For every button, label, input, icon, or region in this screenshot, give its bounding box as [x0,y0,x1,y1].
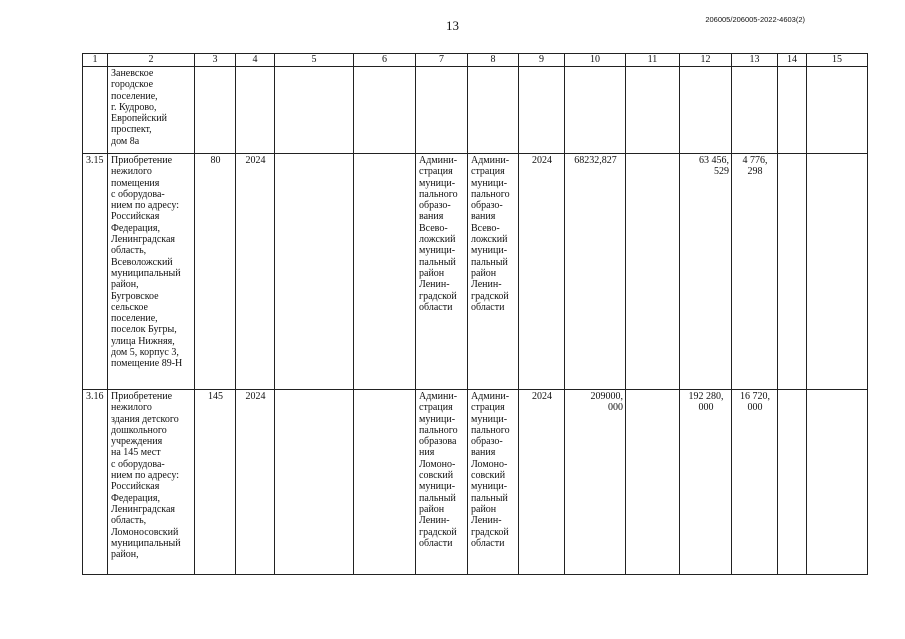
column-number: 1 [83,54,108,67]
table-cell [680,67,732,154]
table-cell: 4 776, 298 [732,154,778,390]
table-cell: 2024 [236,154,275,390]
table-cell: 192 280, 000 [680,390,732,575]
table-cell [468,67,519,154]
document-id: 206005/206005-2022-4603(2) [705,15,805,24]
table-cell [626,390,680,575]
table-cell: 209000, 000 [565,390,626,575]
table-cell: Приобретение нежилого здания детского дошкольного учреждения на 145 мест с оборудова- нием по адресу: Российская Федерация, Ленинградская область, Ломоносовский муниципальный район, [108,390,195,575]
table-cell [732,67,778,154]
column-number: 15 [807,54,868,67]
column-number: 8 [468,54,519,67]
column-number: 6 [354,54,416,67]
table-row [83,154,868,390]
table-cell: 145 [195,390,236,575]
column-number: 11 [626,54,680,67]
column-number: 10 [565,54,626,67]
table-cell [626,67,680,154]
table-cell: 68232,827 [565,154,626,390]
table-cell [354,67,416,154]
table-cell [275,67,354,154]
column-number: 13 [732,54,778,67]
table-cell: 80 [195,154,236,390]
table-cell [354,154,416,390]
table-cell [778,390,807,575]
table-cell [416,67,468,154]
column-number: 5 [275,54,354,67]
table-row [83,390,868,575]
table-row [83,67,868,154]
table-cell [275,154,354,390]
table-cell [565,67,626,154]
table-cell [83,67,108,154]
table-cell: 3.16 [83,390,108,575]
column-number-row [83,54,868,67]
column-number: 7 [416,54,468,67]
table-cell [778,154,807,390]
table-cell [626,154,680,390]
column-number: 9 [519,54,565,67]
table-cell: 2024 [236,390,275,575]
table-cell [807,390,868,575]
table-cell [195,67,236,154]
table-cell [807,67,868,154]
column-number: 4 [236,54,275,67]
table-cell: 63 456, 529 [680,154,732,390]
table-cell: Админи- страция муници- пального образо- вания Всево- ложский муници- пальный район Ленин- градской области [468,154,519,390]
table-cell: Заневское городское поселение, г. Кудрово, Европейский проспект, дом 8а [108,67,195,154]
column-number: 12 [680,54,732,67]
table-cell: 2024 [519,154,565,390]
table-cell [807,154,868,390]
table-cell [236,67,275,154]
column-number: 2 [108,54,195,67]
page-number: 13 [446,18,459,33]
table-cell: 16 720, 000 [732,390,778,575]
table-cell: Админи- страция муници- пального образо- вания Ломоно- совский муници- пальный район Ленин- градской области [468,390,519,575]
column-number: 14 [778,54,807,67]
table-cell: 3.15 [83,154,108,390]
table-cell: 2024 [519,390,565,575]
table-cell [778,67,807,154]
data-table [82,53,868,575]
table-cell [275,390,354,575]
table-cell [519,67,565,154]
table-cell: Админи- страция муници- пального образова ния Ломоно- совский муници- пальный район Ленин- градской области [416,390,468,575]
table-cell [354,390,416,575]
column-number: 3 [195,54,236,67]
table-cell: Приобретение нежилого помещения с оборудова- нием по адресу: Российская Федерация, Ленинградская область, Всеволожский муниципальный район, Бугровское сельское поселение, поселок Бугры, улица Нижняя, дом 5, корпус 3, помещение 89-Н [108,154,195,390]
table-cell: Админи- страция муници- пального образо- вания Всево- ложский муници- пальный район Ленин- градской области [416,154,468,390]
